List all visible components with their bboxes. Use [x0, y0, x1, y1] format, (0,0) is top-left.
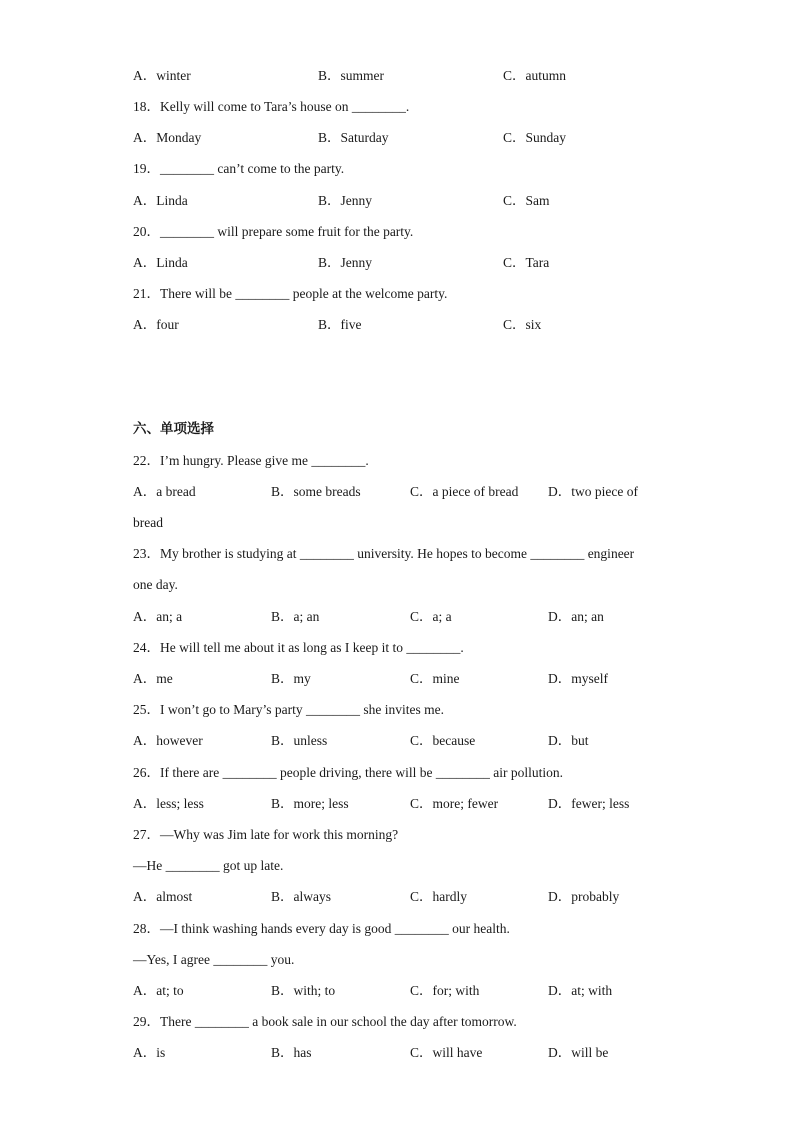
option-c: C．a piece of bread: [410, 484, 519, 499]
question-27: 27．—Why was Jim late for work this morning?: [133, 827, 399, 842]
option-d: D．but: [548, 733, 589, 748]
option-c: C．autumn: [503, 68, 566, 83]
option-b: B．five: [318, 317, 362, 332]
option-b: B．has: [271, 1045, 312, 1060]
dialogue-line: —Yes, I agree ________ you.: [133, 952, 295, 967]
option-a: A．Monday: [133, 130, 202, 145]
question-18: 18．Kelly will come to Tara’s house on ________.: [133, 99, 410, 114]
option-b: B．a; an: [271, 609, 320, 624]
question-26: 26．If there are ________ people driving, there will be ________ air pollution.: [133, 765, 564, 780]
option-a: A．four: [133, 317, 179, 332]
option-c: C．more; fewer: [410, 796, 499, 811]
option-c: C．for; with: [410, 983, 480, 998]
question-28: 28．—I think washing hands every day is good ________ our health.: [133, 921, 510, 936]
question-22: 22．I’m hungry. Please give me ________.: [133, 453, 369, 468]
option-a: A．at; to: [133, 983, 184, 998]
option-a: A．almost: [133, 889, 193, 904]
option-b: B．summer: [318, 68, 384, 83]
option-b: B．more; less: [271, 796, 349, 811]
option-b: B．some breads: [271, 484, 361, 499]
option-c: C．hardly: [410, 889, 467, 904]
option-continuation: bread: [133, 515, 163, 530]
option-a: A．however: [133, 733, 203, 748]
question-25: 25．I won’t go to Mary’s party ________ she invites me.: [133, 702, 444, 717]
option-a: A．is: [133, 1045, 166, 1060]
option-b: B．with; to: [271, 983, 336, 998]
option-b: B．my: [271, 671, 311, 686]
section-heading: 六、单项选择: [133, 421, 214, 437]
option-a: A．Linda: [133, 255, 188, 270]
option-a: A．an; a: [133, 609, 183, 624]
option-b: B．Jenny: [318, 255, 372, 270]
option-d: D．an; an: [548, 609, 604, 624]
option-d: D．two piece of: [548, 484, 638, 499]
question-continuation: one day.: [133, 577, 178, 592]
option-b: B．always: [271, 889, 331, 904]
option-a: A．winter: [133, 68, 191, 83]
question-21: 21．There will be ________ people at the welcome party.: [133, 286, 448, 301]
option-a: A．me: [133, 671, 173, 686]
option-b: B．unless: [271, 733, 328, 748]
option-c: C．mine: [410, 671, 460, 686]
option-c: C．because: [410, 733, 476, 748]
question-23: 23．My brother is studying at ________ university. He hopes to become ________ engineer: [133, 546, 635, 561]
option-d: D．will be: [548, 1045, 609, 1060]
option-a: A．a bread: [133, 484, 196, 499]
option-a: A．Linda: [133, 193, 188, 208]
question-20: 20．________ will prepare some fruit for the party.: [133, 224, 414, 239]
question-29: 29．There ________ a book sale in our school the day after tomorrow.: [133, 1014, 517, 1029]
option-c: C．Tara: [503, 255, 550, 270]
option-b: B．Saturday: [318, 130, 389, 145]
option-c: C．six: [503, 317, 542, 332]
option-c: C．Sunday: [503, 130, 567, 145]
option-d: D．myself: [548, 671, 608, 686]
question-19: 19．________ can’t come to the party.: [133, 161, 345, 176]
option-c: C．will have: [410, 1045, 483, 1060]
question-24: 24．He will tell me about it as long as I keep it to ________.: [133, 640, 464, 655]
option-c: C．Sam: [503, 193, 550, 208]
option-b: B．Jenny: [318, 193, 372, 208]
option-d: D．probably: [548, 889, 620, 904]
option-c: C．a; a: [410, 609, 452, 624]
option-a: A．less; less: [133, 796, 204, 811]
dialogue-line: —He ________ got up late.: [133, 858, 284, 873]
option-d: D．at; with: [548, 983, 613, 998]
option-d: D．fewer; less: [548, 796, 630, 811]
